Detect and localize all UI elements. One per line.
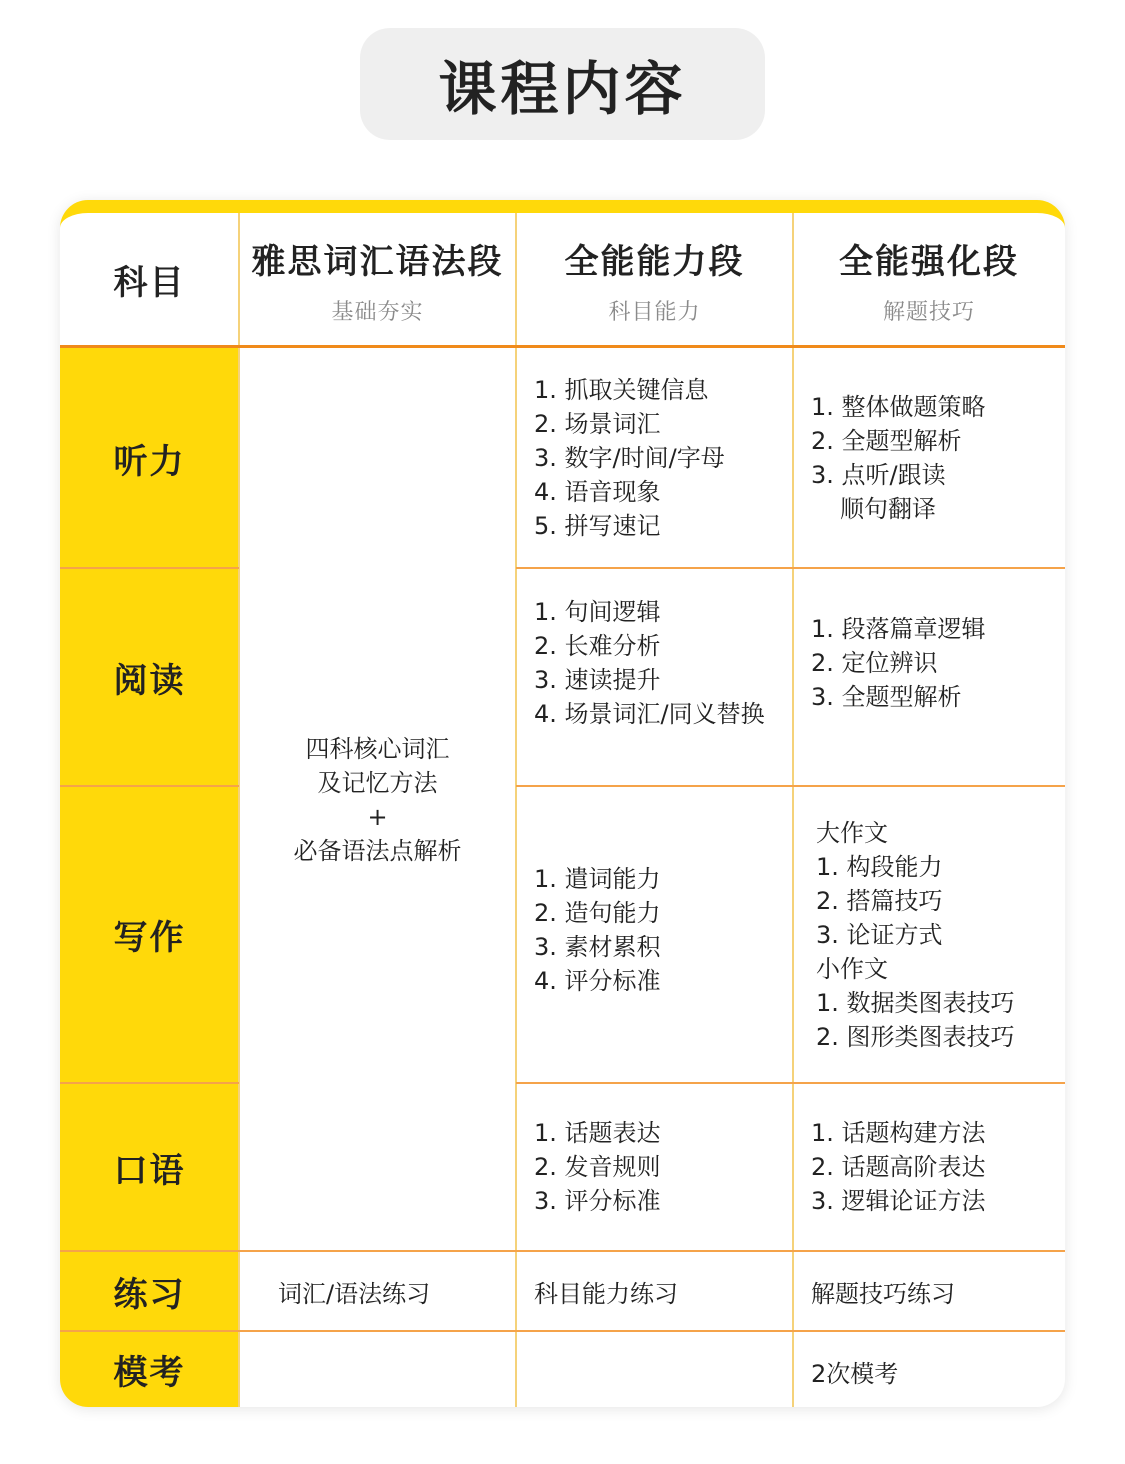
merged-line: + <box>367 802 388 831</box>
header-col-vocab-grammar <box>239 213 516 346</box>
list-item: 3. 论证方式 <box>816 920 943 949</box>
practice-vocab-grammar: 词汇/语法练习 <box>278 1279 431 1308</box>
list-item: 1. 遣词能力 <box>534 864 661 893</box>
vocab-grammar-merged-cell <box>239 348 516 1251</box>
merged-line: 必备语法点解析 <box>293 836 462 865</box>
header-col3-title: 全能强化段 <box>839 241 1019 282</box>
subject-speaking: 口语 <box>113 1150 186 1191</box>
list-item: 4. 语音现象 <box>534 478 661 506</box>
subject-reading: 阅读 <box>113 660 186 701</box>
practice-ability: 科目能力练习 <box>534 1279 678 1308</box>
list-item: 2. 发音规则 <box>534 1153 661 1181</box>
list-item: 3. 评分标准 <box>534 1187 661 1215</box>
header-divider <box>60 345 1065 348</box>
listening-intensive-cell <box>793 348 1065 568</box>
header-col-intensive <box>793 213 1065 346</box>
page-title: 课程内容 <box>360 28 765 140</box>
list-item: 3. 逻辑论证方法 <box>811 1187 986 1215</box>
list-item: 3. 全题型解析 <box>811 683 962 711</box>
subject-writing: 写作 <box>113 918 186 958</box>
grid-hline <box>60 567 239 569</box>
list-item: 5. 拼写速记 <box>534 512 661 540</box>
list-item: 4. 场景词汇/同义替换 <box>534 700 765 728</box>
list-item: 小作文 <box>816 954 888 983</box>
grid-vline <box>792 213 794 1407</box>
list-item: 大作文 <box>816 818 888 847</box>
subject-mock: 模考 <box>113 1352 186 1393</box>
list-item: 1. 段落篇章逻辑 <box>811 615 986 643</box>
list-item: 2. 图形类图表技巧 <box>816 1022 1015 1051</box>
list-item: 1. 构段能力 <box>816 852 943 881</box>
list-item: 1. 抓取关键信息 <box>534 376 709 404</box>
grid-hline <box>516 1082 1065 1084</box>
merged-line: 四科核心词汇 <box>305 734 450 763</box>
list-item: 2. 话题高阶表达 <box>811 1153 986 1181</box>
grid-hline <box>60 785 239 787</box>
list-item: 3. 速读提升 <box>534 666 661 694</box>
list-item: 1. 话题构建方法 <box>811 1119 986 1147</box>
list-item: 3. 素材累积 <box>534 932 661 961</box>
list-item: 1. 话题表达 <box>534 1119 661 1147</box>
reading-intensive-cell <box>793 568 1065 786</box>
header-subject-label: 科目 <box>113 263 186 303</box>
list-item: 1. 整体做题策略 <box>811 393 986 421</box>
speaking-intensive-cell <box>793 1083 1065 1251</box>
writing-intensive-cell <box>798 786 1065 1083</box>
header-col3-subtitle: 解题技巧 <box>882 299 975 325</box>
list-item: 3. 点听/跟读 <box>811 461 946 489</box>
list-item: 2. 定位辨识 <box>811 649 938 677</box>
header-col1-subtitle: 基础夯实 <box>331 299 424 325</box>
header-col2-subtitle: 科目能力 <box>608 299 701 325</box>
mock-ability <box>534 1331 793 1407</box>
grid-hline <box>60 1250 1065 1252</box>
subject-practice: 练习 <box>113 1274 186 1315</box>
list-item: 2. 场景词汇 <box>534 410 661 438</box>
writing-ability-cell <box>516 786 793 1083</box>
subject-listening: 听力 <box>113 441 186 482</box>
reading-ability-cell <box>516 568 793 786</box>
list-item: 2. 造句能力 <box>534 898 661 927</box>
mock-vocab-grammar <box>278 1331 516 1407</box>
list-item: 1. 数据类图表技巧 <box>816 988 1015 1017</box>
header-col2-title: 全能能力段 <box>564 241 745 282</box>
grid-hline <box>516 567 1065 569</box>
list-item: 1. 句间逻辑 <box>534 598 661 626</box>
mock-intensive: 2次模考 <box>811 1359 899 1388</box>
list-item: 2. 全题型解析 <box>811 427 962 455</box>
grid-vline <box>515 213 517 1407</box>
list-item: 4. 评分标准 <box>534 966 661 995</box>
header-col1-title: 雅思词汇语法段 <box>251 241 504 282</box>
list-item: 2. 搭篇技巧 <box>816 886 943 915</box>
list-item: 2. 长难分析 <box>534 632 661 660</box>
speaking-ability-cell <box>516 1083 793 1251</box>
grid-hline <box>516 785 1065 787</box>
grid-hline <box>60 1082 239 1084</box>
grid-hline <box>60 1330 1065 1332</box>
course-table <box>60 200 1065 1407</box>
practice-intensive: 解题技巧练习 <box>811 1279 955 1308</box>
grid-vline <box>238 213 240 1407</box>
listening-ability-cell <box>516 348 793 568</box>
merged-line: 及记忆方法 <box>317 768 438 797</box>
list-item: 顺句翻译 <box>840 495 936 523</box>
header-col-ability <box>516 213 793 346</box>
list-item: 3. 数字/时间/字母 <box>534 444 725 472</box>
